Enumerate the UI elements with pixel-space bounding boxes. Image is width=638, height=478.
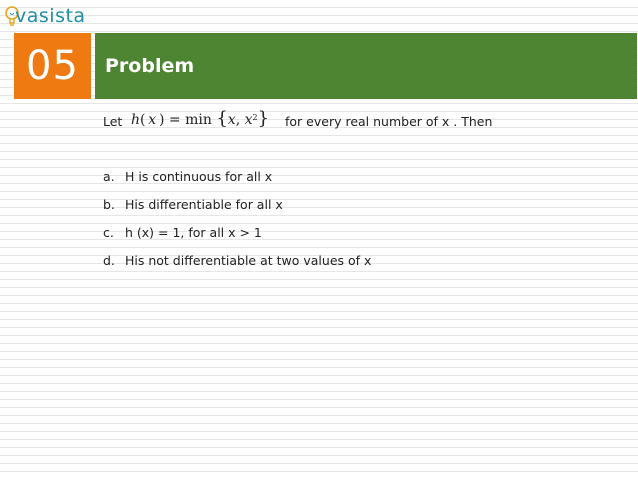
- statement-prefix: Let: [103, 114, 123, 129]
- option-text: His differentiable for all x: [125, 197, 283, 212]
- formula-function-name: h: [131, 112, 141, 128]
- slide-number-box: [14, 33, 91, 99]
- title-bar: [95, 33, 637, 99]
- option-a[interactable]: [103, 167, 623, 195]
- problem-statement: [103, 108, 623, 132]
- slide-number: 05: [26, 43, 79, 89]
- formula: h( x ) = min {x, $x^2$}: [131, 108, 270, 129]
- option-letter: d.: [103, 253, 115, 268]
- problem-content: [103, 108, 623, 279]
- option-d[interactable]: [103, 251, 623, 279]
- formula-variable: x: [148, 112, 157, 128]
- option-letter: b.: [103, 197, 115, 212]
- formula-min: min: [185, 112, 212, 128]
- option-text: h (x) = 1, for all x > 1: [125, 225, 262, 240]
- answer-options: [103, 167, 623, 279]
- brand-logo: [4, 2, 94, 30]
- statement-suffix: for every real number of x . Then: [285, 114, 493, 129]
- formula-arg1: x: [227, 112, 236, 128]
- option-b[interactable]: [103, 195, 623, 223]
- option-text: H is continuous for all x: [125, 169, 273, 184]
- logo-text: vasista: [15, 5, 86, 27]
- option-text: His not differentiable at two values of x: [125, 253, 372, 268]
- formula-arg2: x: [244, 112, 253, 128]
- option-letter: a.: [103, 169, 115, 184]
- formula-exponent: 2: [252, 113, 258, 122]
- slide-title: Problem: [105, 55, 195, 77]
- option-c[interactable]: [103, 223, 623, 251]
- option-letter: c.: [103, 225, 114, 240]
